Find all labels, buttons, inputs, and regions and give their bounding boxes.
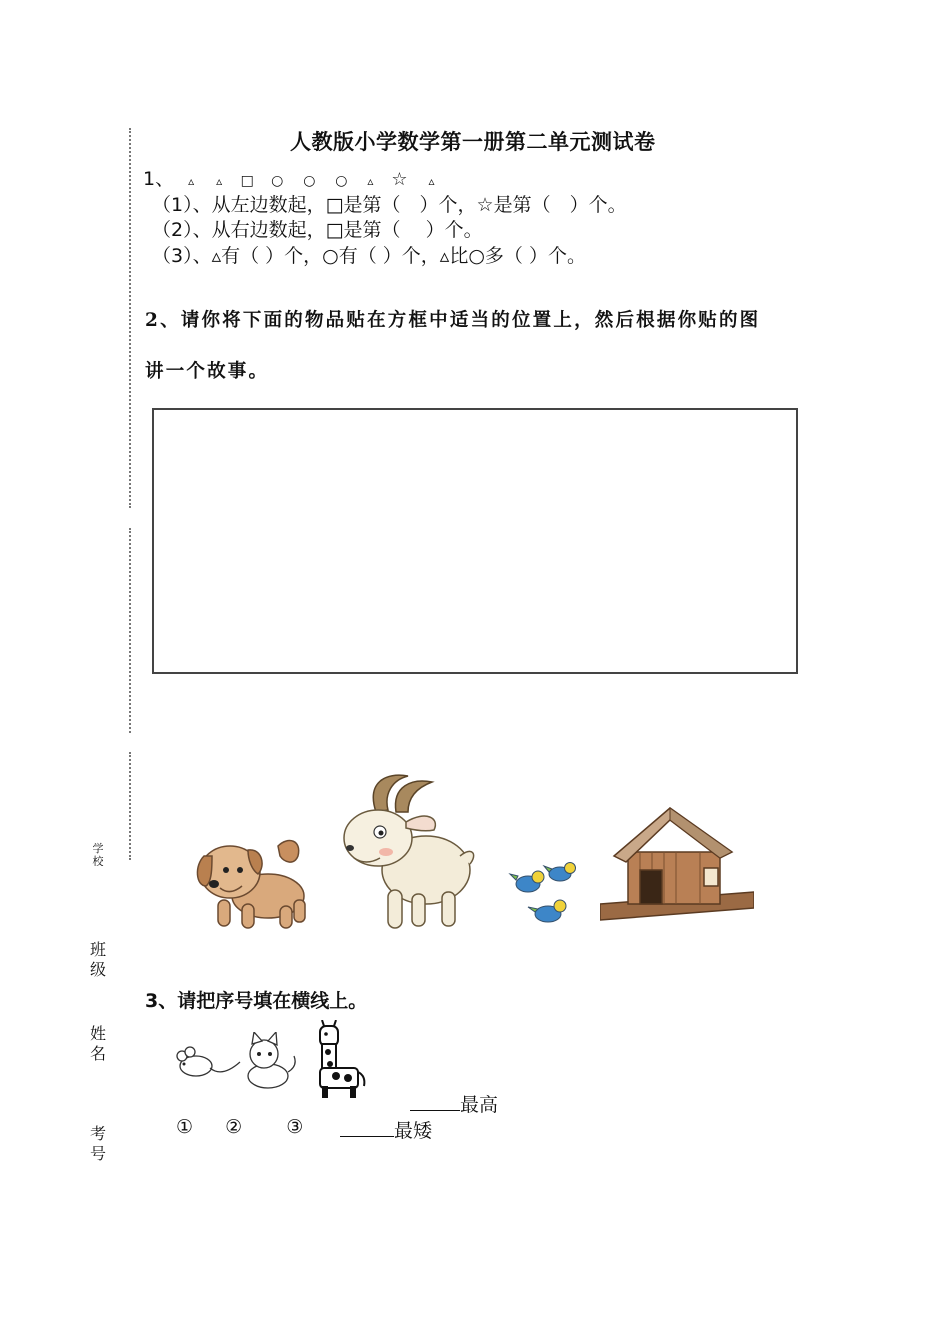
house-illustration[interactable]	[600, 806, 754, 924]
goat-illustration[interactable]	[336, 772, 481, 934]
q1-shape-row	[180, 168, 444, 190]
q3-tallest-line	[410, 1090, 498, 1117]
square-icon: □	[240, 173, 254, 189]
q1-number: 1、	[143, 168, 175, 190]
shortest-blank[interactable]	[340, 1118, 394, 1137]
q1-sub2: （2）、从右边数起，□是第（ ）个。	[152, 219, 483, 241]
number-1: ①	[176, 1116, 194, 1138]
circle-icon: ○	[271, 173, 284, 189]
binding-dotted-line-top	[129, 128, 131, 508]
exam-number-label: 考 号	[89, 1124, 106, 1163]
q2-line2: 讲一个故事。	[145, 361, 270, 382]
mouse-icon	[174, 1044, 244, 1084]
binding-dotted-line-bottom	[129, 752, 131, 860]
triangle-icon: ▵	[216, 174, 223, 188]
triangle-icon: ▵	[188, 174, 195, 188]
q2-line1: 2、请你将下面的物品贴在方框中适当的位置上，然后根据你贴的图	[145, 310, 761, 331]
birds-illustration[interactable]	[508, 860, 580, 932]
sticker-box[interactable]	[152, 408, 798, 674]
q3-shortest-line	[340, 1116, 432, 1143]
giraffe-icon	[306, 1020, 370, 1098]
sidebar-fragment: 学校	[92, 842, 104, 866]
q1-header	[143, 164, 445, 191]
dog-illustration[interactable]	[190, 826, 315, 934]
circle-icon: ○	[303, 173, 316, 189]
cat-icon	[242, 1032, 298, 1092]
triangle-icon: ▵	[367, 174, 374, 188]
q1-sub1: （1）、从左边数起，□是第（ ）个，☆是第（ ）个。	[152, 194, 627, 216]
triangle-icon: ▵	[428, 174, 435, 188]
tallest-blank[interactable]	[410, 1092, 460, 1111]
class-label: 班 级	[89, 940, 106, 979]
q1-sub3: （3）、▵有（ ）个，○有（ ）个，▵比○多（ ）个。	[152, 245, 586, 267]
name-label: 姓 名	[89, 1024, 106, 1063]
q3-numbers	[176, 1116, 303, 1138]
number-2: ②	[225, 1116, 243, 1138]
star-icon: ☆	[391, 169, 408, 190]
q3-title: 3、请把序号填在横线上。	[145, 990, 368, 1012]
tallest-label: 最高	[460, 1094, 499, 1116]
number-3: ③	[286, 1116, 304, 1138]
circle-icon: ○	[335, 173, 348, 189]
page-title: 人教版小学数学第一册第二单元测试卷	[290, 129, 656, 154]
shortest-label: 最矮	[394, 1120, 433, 1142]
binding-dotted-line-middle	[129, 528, 131, 733]
